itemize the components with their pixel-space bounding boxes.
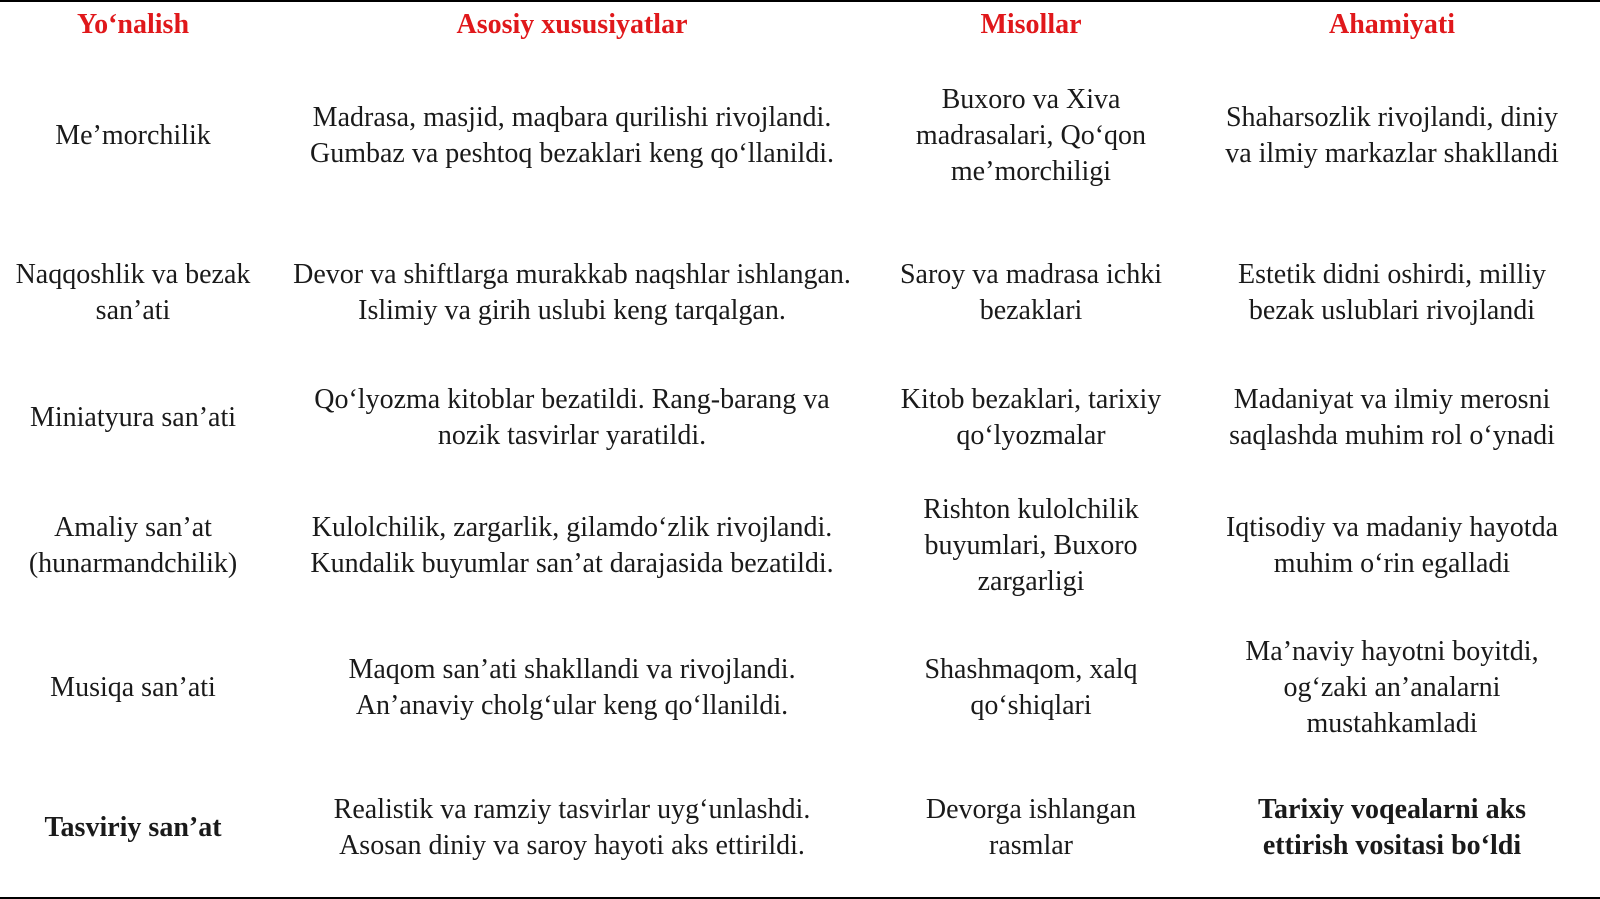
cell-line: qo‘lyozmalar xyxy=(956,420,1106,451)
cell-line: Kundalik buyumlar san’at darajasida bezatildi. xyxy=(310,547,834,579)
table-row xyxy=(0,48,1600,223)
cell-line: madrasalari, Qo‘qon xyxy=(915,119,1147,151)
cell-examples xyxy=(878,48,1184,223)
cell-line: Musiqa san’ati xyxy=(50,672,216,703)
cell-features xyxy=(266,363,878,473)
cell-direction xyxy=(0,473,266,618)
cell-line: Madaniyat va ilmiy merosni xyxy=(1233,384,1551,415)
cell-examples xyxy=(878,473,1184,618)
table-row xyxy=(0,758,1600,898)
cell-line: bezaklari xyxy=(979,295,1083,326)
cell-line: Me’morchilik xyxy=(55,119,211,151)
cell-line: Realistik va ramziy tasvirlar uyg‘unlashdi. xyxy=(333,794,811,825)
table-row xyxy=(0,473,1600,618)
cell-line: Gumbaz va peshtoq bezaklari keng qo‘llanildi. xyxy=(309,137,835,169)
table-row xyxy=(0,618,1600,758)
cell-features xyxy=(266,618,878,758)
cell-direction xyxy=(0,223,266,363)
cell-line: nozik tasvirlar yaratildi. xyxy=(437,420,707,451)
cell-significance xyxy=(1184,48,1600,223)
cell-significance xyxy=(1184,473,1600,618)
cell-direction xyxy=(0,363,266,473)
cell-features xyxy=(266,48,878,223)
cell-line: Rishton kulolchilik xyxy=(923,493,1139,525)
cell-line: qo‘shiqlari xyxy=(970,690,1092,721)
cell-line: og‘zaki an’analarni xyxy=(1283,672,1501,703)
cell-line: Madrasa, masjid, maqbara qurilishi rivojlandi. xyxy=(312,101,832,133)
cell-features xyxy=(266,758,878,898)
cell-line: Saroy va madrasa ichki xyxy=(899,259,1163,290)
cell-line: Shashmaqom, xalq xyxy=(924,654,1138,685)
cell-direction xyxy=(0,758,266,898)
cell-line: Devorga ishlangan xyxy=(925,794,1137,825)
cell-line: Qo‘lyozma kitoblar bezatildi. Rang-barang va xyxy=(314,384,830,415)
cell-line: Maqom san’ati shakllandi va rivojlandi. xyxy=(348,654,796,685)
cell-significance xyxy=(1184,223,1600,363)
cell-line: (hunarmandchilik) xyxy=(28,547,238,579)
cell-line: mustahkamladi xyxy=(1306,708,1478,739)
table-row xyxy=(0,363,1600,473)
cell-direction xyxy=(0,618,266,758)
cell-line: Iqtisodiy va madaniy hayotda xyxy=(1225,511,1559,543)
cell-line: muhim o‘rin egalladi xyxy=(1273,547,1511,579)
cell-examples xyxy=(878,363,1184,473)
cell-line: bezak uslublari rivojlandi xyxy=(1248,295,1536,326)
cell-line: ettirish vositasi bo‘ldi xyxy=(1262,830,1522,861)
cell-line: Asosan diniy va saroy hayoti aks ettirildi. xyxy=(339,830,805,861)
cell-examples xyxy=(878,618,1184,758)
cell-significance xyxy=(1184,758,1600,898)
table xyxy=(0,2,1600,898)
cell-direction xyxy=(0,48,266,223)
cell-line: Buxoro va Xiva xyxy=(941,83,1121,115)
cell-line: An’anaviy cholg‘ular keng qo‘llanildi. xyxy=(355,690,789,721)
cell-line: Shaharsozlik rivojlandi, diniy xyxy=(1225,101,1559,133)
cell-significance xyxy=(1184,363,1600,473)
header-significance: Ahamiyati xyxy=(1329,9,1455,40)
cell-line: Kitob bezaklari, tarixiy xyxy=(900,384,1162,415)
cell-features xyxy=(266,473,878,618)
cell-line: san’ati xyxy=(95,295,171,326)
cell-line: Amaliy san’at xyxy=(54,511,212,543)
cell-line: rasmlar xyxy=(989,830,1073,861)
header-direction: Yo‘nalish xyxy=(76,9,190,40)
header-features: Asosiy xususiyatlar xyxy=(456,9,688,40)
cell-line: Naqqoshlik va bezak xyxy=(15,259,251,290)
cell-line: buyumlari, Buxoro xyxy=(924,529,1138,561)
cell-significance xyxy=(1184,618,1600,758)
cell-line: Kulolchilik, zargarlik, gilamdo‘zlik rivojlandi. xyxy=(311,511,833,543)
cell-line: Estetik didni oshirdi, milliy xyxy=(1238,259,1546,290)
cell-line: me’morchiligi xyxy=(950,155,1112,187)
cell-line: saqlashda muhim rol o‘ynadi xyxy=(1229,420,1555,451)
cell-examples xyxy=(878,758,1184,898)
cell-line: zargarligi xyxy=(977,565,1085,597)
cell-features xyxy=(266,223,878,363)
cell-line: Ma’naviy hayotni boyitdi, xyxy=(1245,636,1539,667)
table-row xyxy=(0,223,1600,363)
cell-line: va ilmiy markazlar shakllandi xyxy=(1225,137,1559,169)
cell-line: Devor va shiftlarga murakkab naqshlar ishlangan. xyxy=(293,259,851,290)
cell-line: Islimiy va girih uslubi keng tarqalgan. xyxy=(358,295,786,326)
cell-examples xyxy=(878,223,1184,363)
cell-line: Tarixiy voqealarni aks xyxy=(1257,794,1527,825)
header-row xyxy=(0,2,1600,48)
cell-line: Miniatyura san’ati xyxy=(29,402,237,433)
header-examples: Misollar xyxy=(980,9,1082,40)
cell-line: Tasviriy san’at xyxy=(44,812,222,843)
